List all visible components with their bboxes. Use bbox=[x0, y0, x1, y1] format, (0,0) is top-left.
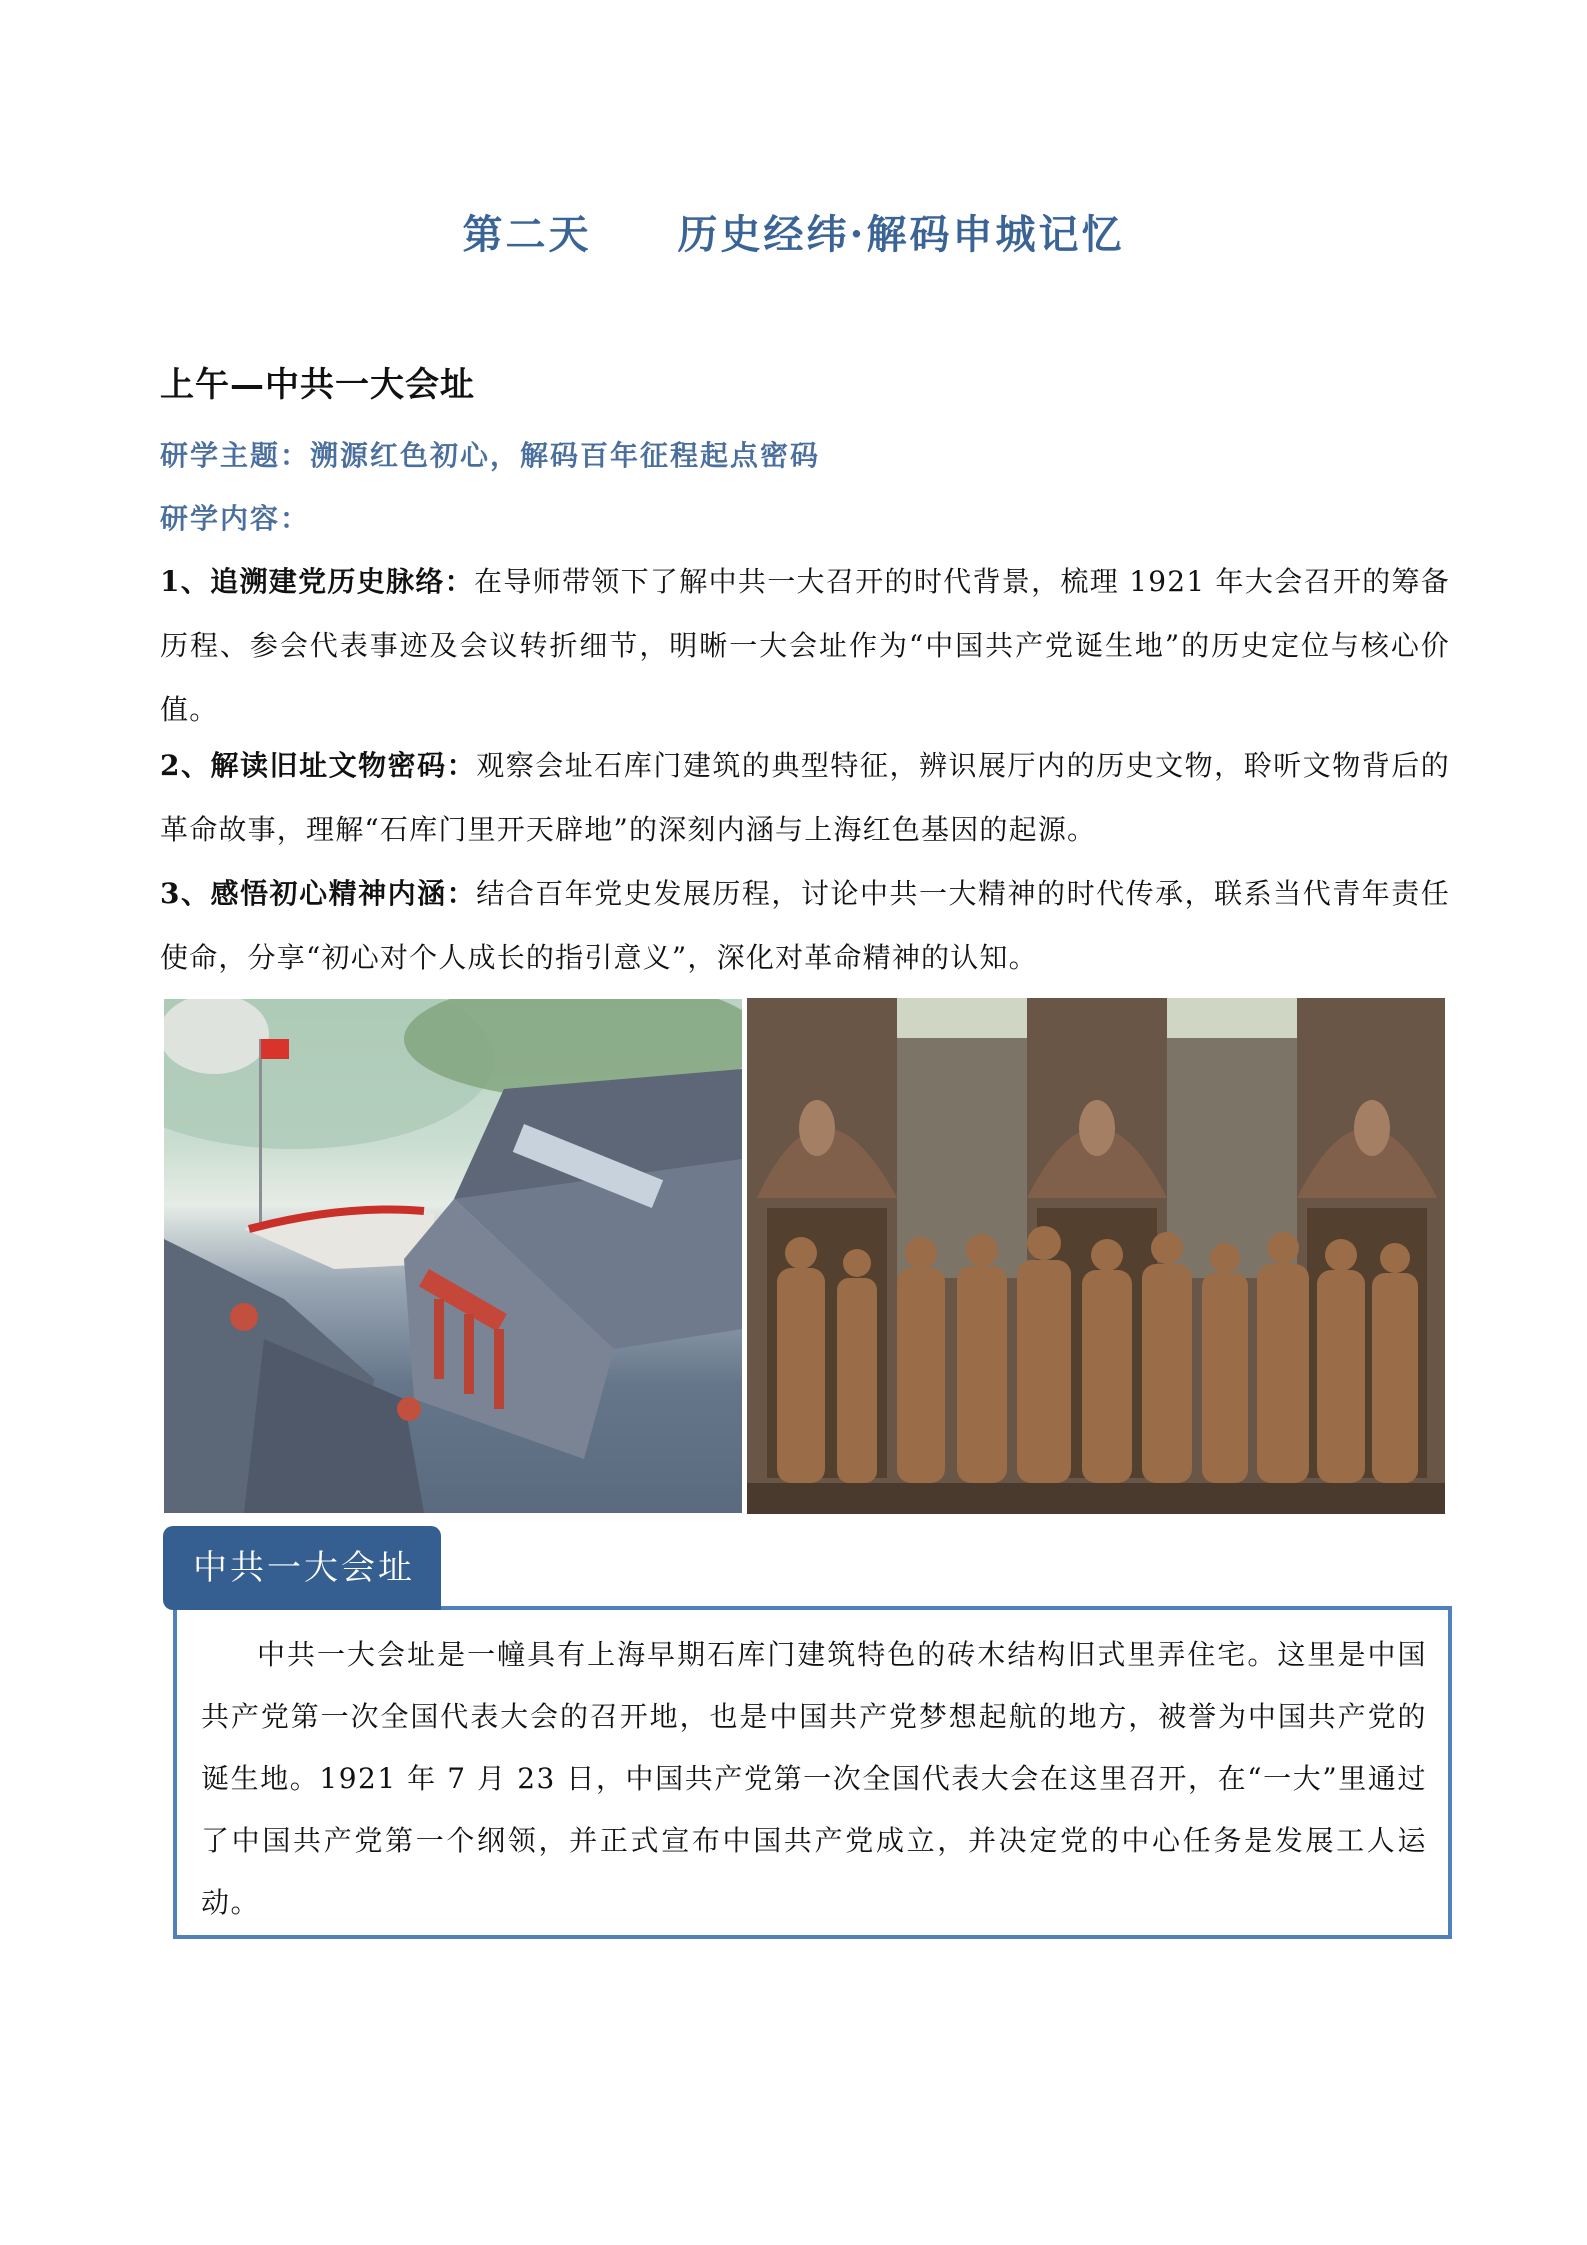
study-item-text: 观察会址石库门建筑的典型特征，辨识展厅内的历史文物，聆听文物背后的革命故事，理解“石库门里开天辟地”的深刻内涵与上海红色基因的起源。 bbox=[160, 749, 1451, 846]
study-item-lead: 2、解读旧址文物密码： bbox=[160, 749, 477, 782]
study-item-text: 在导师带领下了解中共一大召开的时代背景，梳理 1921 年大会召开的筹备历程、参会代表事迹及会议转折细节，明晰一大会址作为“中国共产党诞生地”的历史定位与核心价值。 bbox=[160, 565, 1451, 726]
study-item-1 bbox=[160, 550, 1450, 742]
study-content-label: 研学内容： bbox=[160, 502, 311, 535]
section-heading: 上午—中共一大会址 bbox=[160, 365, 475, 405]
study-item-lead: 3、感悟初心精神内涵： bbox=[160, 877, 477, 910]
memorial-aerial-photo bbox=[164, 999, 742, 1513]
bronze-statues-photo bbox=[747, 998, 1445, 1514]
callout-body: 中共一大会址是一幢具有上海早期石库门建筑特色的砖木结构旧式里弄住宅。这里是中国共产党第一次全国代表大会的召开地，也是中国共产党梦想起航的地方，被誉为中国共产党的诞生地。1921 年 7 月 23 日，中国共产党第一次全国代表大会在这里召开，在“一大”里通过了中国共产党第一个纲领，并正式宣布中国共产党成立，并决定党的中心任务是发展工人运动。 bbox=[201, 1638, 1427, 1919]
callout-box bbox=[173, 1606, 1452, 1939]
page-title: 第二天 历史经纬·解码申城记忆 bbox=[462, 211, 1125, 258]
study-item-text: 结合百年党史发展历程，讨论中共一大精神的时代传承，联系当代青年责任使命，分享“初心对个人成长的指引意义”，深化对革命精神的认知。 bbox=[160, 877, 1451, 974]
study-theme: 研学主题：溯源红色初心，解码百年征程起点密码 bbox=[160, 439, 821, 472]
aerial-illustration bbox=[164, 999, 742, 1513]
statues-illustration bbox=[747, 998, 1445, 1514]
study-item-3 bbox=[160, 862, 1450, 990]
study-item-lead: 1、追溯建党历史脉络： bbox=[160, 565, 475, 598]
study-item-2 bbox=[160, 734, 1450, 862]
callout-tab: 中共一大会址 bbox=[163, 1526, 441, 1610]
